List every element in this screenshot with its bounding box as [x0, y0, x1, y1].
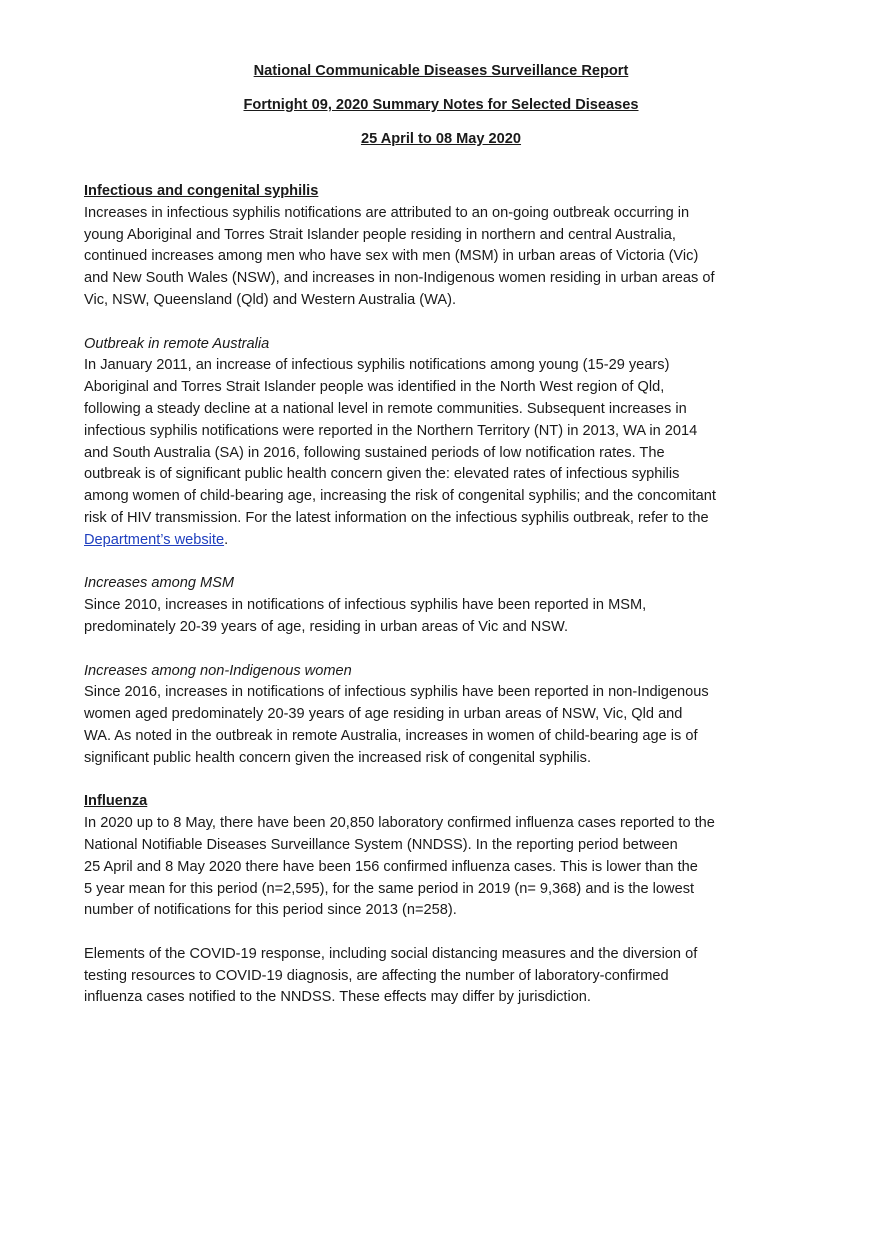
department-website-link[interactable]: Department’s website	[84, 531, 225, 548]
paragraph-line: Increases in infectious syphilis notifications are attributed to an on-going outbreak occurring in	[84, 204, 690, 221]
paragraph-line: young Aboriginal and Torres Strait Islander people residing in northern and central Australia,	[84, 226, 676, 243]
subheading-non-indigenous-women: Increases among non-Indigenous women	[84, 662, 352, 679]
paragraph-line-with-link	[84, 530, 800, 552]
paragraph-line: influenza cases notified to the NNDSS. These effects may differ by jurisdiction.	[84, 989, 591, 1006]
paragraph-line: continued increases among men who have sex with men (MSM) in urban areas of Victoria (Vic)	[84, 248, 699, 265]
subheading-remote-outbreak: Outbreak in remote Australia	[84, 335, 270, 352]
section-heading-influenza: Influenza	[84, 793, 148, 810]
paragraph-line: significant public health concern given the increased risk of congenital syphilis.	[84, 749, 592, 766]
paragraph-line: predominately 20-39 years of age, residing in urban areas of Vic and NSW.	[84, 618, 569, 635]
paragraph-spacer	[84, 922, 800, 944]
paragraph-line: Since 2010, increases in notifications of infectious syphilis have been reported in MSM,	[84, 597, 647, 614]
paragraph-line: testing resources to COVID-19 diagnosis, are affecting the number of laboratory-confirmed	[84, 967, 669, 984]
report-subtitle: Fortnight 09, 2020 Summary Notes for Selected Diseases	[243, 97, 639, 113]
report-title: National Communicable Diseases Surveillance Report	[253, 63, 629, 79]
paragraph-spacer	[84, 639, 800, 661]
paragraph-line: 25 April and 8 May 2020 there have been 156 confirmed influenza cases. This is lower than the	[84, 858, 698, 875]
paragraph-spacer	[84, 552, 800, 574]
report-header	[0, 62, 882, 164]
paragraph-line: Elements of the COVID-19 response, including social distancing measures and the diversion of	[84, 945, 698, 962]
paragraph-spacer	[84, 770, 800, 792]
non-indigenous-women-paragraph	[84, 682, 800, 769]
paragraph-line: outbreak is of significant public health concern given the: elevated rates of infectious syphilis	[84, 466, 680, 483]
paragraph-line: Since 2016, increases in notifications of infectious syphilis have been reported in non-Indigenous	[84, 684, 709, 701]
paragraph-line: National Notifiable Diseases Surveillance System (NNDSS). In the reporting period between	[84, 836, 678, 853]
paragraph-line: women aged predominately 20-39 years of age residing in urban areas of NSW, Vic, Qld and	[84, 706, 683, 723]
paragraph-spacer	[84, 312, 800, 334]
paragraph-line: following a steady decline at a national level in remote communities. Subsequent increases in	[84, 400, 687, 417]
paragraph-line: Aboriginal and Torres Strait Islander people was identified in the North West region of Qld,	[84, 379, 665, 396]
paragraph-line: risk of HIV transmission. For the latest information on the infectious syphilis outbreak, refer to the	[84, 509, 709, 526]
paragraph-line: number of notifications for this period since 2013 (n=258).	[84, 902, 457, 919]
influenza-paragraph-1	[84, 813, 800, 922]
influenza-section	[84, 791, 800, 1009]
paragraph-line: Vic, NSW, Queensland (Qld) and Western Australia (WA).	[84, 291, 457, 308]
syphilis-section	[84, 181, 800, 791]
remote-outbreak-paragraph	[84, 355, 800, 551]
paragraph-line: and South Australia (SA) in 2016, following sustained periods of low notification rates. The	[84, 444, 665, 461]
msm-paragraph	[84, 595, 800, 639]
paragraph-line: 5 year mean for this period (n=2,595), for the same period in 2019 (n= 9,368) and is the lowest	[84, 880, 695, 897]
influenza-paragraph-2	[84, 944, 800, 1009]
report-date-range: 25 April to 08 May 2020	[360, 131, 522, 147]
paragraph-line: among women of child-bearing age, increasing the risk of congenital syphilis; and the concomitant	[84, 488, 716, 505]
link-suffix: .	[224, 531, 229, 548]
subheading-msm: Increases among MSM	[84, 575, 235, 592]
report-body	[84, 181, 800, 1009]
paragraph-line: infectious syphilis notifications were reported in the Northern Territory (NT) in 2013, WA in 2014	[84, 422, 698, 439]
paragraph-line: WA. As noted in the outbreak in remote Australia, increases in women of child-bearing age is of	[84, 727, 698, 744]
syphilis-intro-paragraph	[84, 203, 800, 312]
paragraph-line: In January 2011, an increase of infectious syphilis notifications among young (15-29 years)	[84, 357, 670, 374]
paragraph-line: and New South Wales (NSW), and increases in non-Indigenous women residing in urban areas of	[84, 270, 715, 287]
paragraph-line: In 2020 up to 8 May, there have been 20,850 laboratory confirmed influenza cases reported to the	[84, 815, 715, 832]
section-heading-syphilis: Infectious and congenital syphilis	[84, 183, 319, 199]
